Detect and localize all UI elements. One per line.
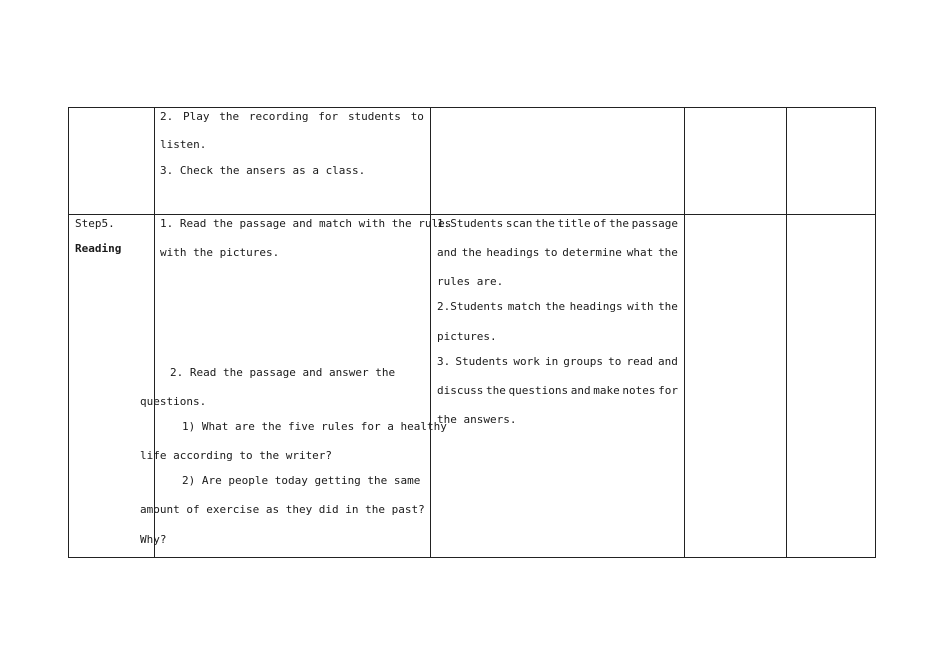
table-bottom-border [68,557,876,558]
question-1-line-2: life according to the writer? [140,449,333,462]
word: match [507,300,541,313]
table-top-border [68,107,876,108]
word: and [437,246,457,259]
activity-line-3: rules are. [437,275,504,288]
row1-step-line-1 [160,110,424,124]
activity-line-1 [437,217,678,231]
word: what [626,246,654,259]
reading-item-2-line-1: 2. Read the passage and answer the [170,366,396,379]
word: Play [183,110,210,123]
word: passage [631,217,678,230]
word: Students [455,355,509,368]
question-1-line-1: 1) What are the five rules for a healthy [182,420,447,433]
question-2-line-2: amount of exercise as they did in the past? [140,503,425,516]
word: recording [248,110,309,123]
word: the [545,300,566,313]
word: 1.Students [437,217,504,230]
activity-line-6 [437,355,678,369]
table-col-divider-4 [786,107,787,558]
word: in [544,355,559,368]
activity-line-5: pictures. [437,330,497,343]
word: with [627,300,654,313]
activity-line-7 [437,384,678,398]
word: and [570,384,591,397]
word: work [513,355,540,368]
word: read [626,355,653,368]
question-2-line-3: Why? [140,533,167,546]
activity-line-8: the answers. [437,413,517,426]
word: to [608,355,622,368]
table-row-divider [68,214,876,215]
word: the [658,300,678,313]
word: groups [563,355,604,368]
table-col-divider-3 [684,107,685,558]
word: the [658,246,678,259]
word: of [593,217,607,230]
word: headings [569,300,623,313]
word: make [593,384,620,397]
step-number: Step5. [75,217,115,230]
word: discuss [437,384,484,397]
activity-line-4 [437,300,678,314]
word: students [347,110,401,123]
word: and [658,355,678,368]
table-right-border [875,107,876,558]
question-2-line-1: 2) Are people today getting the same [182,474,421,487]
word: the [461,246,482,259]
word: questions [508,384,569,397]
word: title [557,217,591,230]
table-col-divider-2 [430,107,431,558]
reading-item-1-line-2: with the pictures. [160,246,280,259]
word: 3. [437,355,451,368]
table-col-divider-1 [154,107,155,558]
word: the [485,384,506,397]
word: for [318,110,339,123]
word: the [609,217,629,230]
word: 2.Students [437,300,504,313]
word: 2. [160,110,174,123]
reading-item-2-line-2: questions. [140,395,207,408]
word: the [219,110,240,123]
word: for [658,384,678,397]
word: to [410,110,424,123]
word: scan [505,217,533,230]
word: notes [622,384,656,397]
reading-item-1-line-1: 1. Read the passage and match with the rules [160,217,452,230]
row1-step-line-2: listen. [160,138,207,151]
word: headings [486,246,540,259]
row1-step-line-3: 3. Check the ansers as a class. [160,164,366,177]
word: to [544,246,558,259]
step-title: Reading [75,242,122,255]
activity-line-2 [437,246,678,260]
word: the [534,217,555,230]
word: determine [562,246,622,259]
table-left-border [68,107,69,558]
